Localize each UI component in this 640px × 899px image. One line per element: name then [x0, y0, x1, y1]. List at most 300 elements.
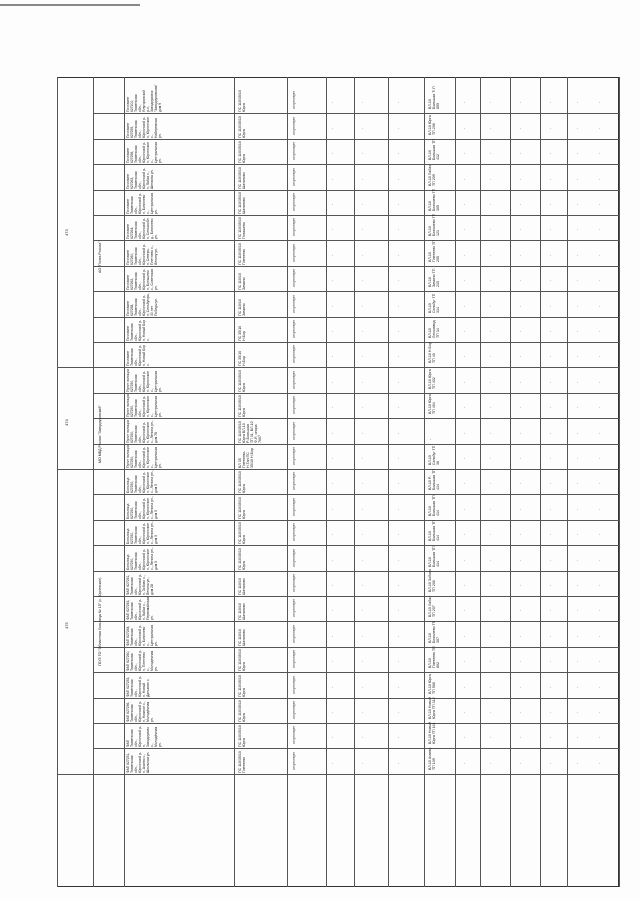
empty-cell: -: [596, 229, 601, 231]
agreement-cell: ВЛ-10 Лабаз ТП 209: [428, 164, 436, 186]
address-cell: Больница 627250, Тюменская обл., Юргинский р-н, Юргинское с., Ленина ул., дом 5: [126, 547, 158, 570]
empty-cell: -: [461, 102, 466, 104]
empty-cell: -: [574, 254, 579, 256]
empty-cell: -: [461, 559, 466, 561]
agreement-cell: ВЛ-10 Большая Т\ П 859: [428, 86, 440, 110]
empty-cell: -: [359, 533, 364, 536]
empty-cell: -: [359, 457, 364, 459]
agreement-cell: ВЛ-10 Большая ТП 414: [428, 520, 440, 542]
empty-cell: -: [395, 127, 400, 129]
device-cell: ПС 110/35/10 Юрга: [238, 496, 246, 519]
empty-cell: -: [329, 102, 334, 104]
empty-cell: -: [461, 152, 466, 155]
empty-cell: -: [395, 203, 400, 205]
agreement-cell: ВЛ-10 Юрга ТП 568: [428, 673, 436, 694]
empty-cell: -: [547, 483, 552, 485]
empty-cell: -: [329, 203, 334, 205]
empty-cell: -: [461, 432, 466, 434]
empty-cell: -: [359, 737, 364, 739]
empty-cell: -: [517, 533, 522, 536]
empty-cell: -: [547, 279, 552, 282]
device-cell: ПС 110/35/10 Юрга: [238, 369, 246, 392]
empty-cell: -: [596, 178, 601, 180]
empty-cell: -: [517, 152, 522, 155]
agreement-cell: ВЛ-10 Бизюлево ТП 121: [428, 214, 440, 237]
empty-cell: -: [596, 559, 601, 561]
empty-cell: -: [359, 203, 364, 205]
empty-cell: -: [487, 356, 492, 358]
empty-cell: -: [517, 127, 522, 129]
device-cell: ПС 35/10 Н.Бор: [238, 351, 246, 367]
empty-cell: -: [329, 305, 334, 307]
empty-cell: -: [487, 660, 492, 663]
empty-cell: -: [517, 584, 522, 586]
empty-cell: -: [461, 508, 466, 510]
empty-cell: -: [517, 559, 522, 561]
empty-cell: -: [359, 711, 364, 713]
empty-cell: -: [596, 660, 601, 663]
address-cell: Пункт полиции 627250, Тюменская обл., Юргинский р-н, Юргинское с., Центральная ул.: [126, 368, 162, 392]
empty-cell: -: [574, 457, 579, 459]
empty-cell: -: [487, 330, 492, 332]
empty-cell: -: [517, 610, 522, 612]
empty-cell: -: [461, 483, 466, 485]
empty-cell: -: [359, 660, 364, 663]
agreement-cell: ВЛ-10 Бизюлево ТП 307: [428, 620, 440, 643]
status-cell: отсутствует: [292, 599, 296, 618]
empty-cell: -: [461, 660, 466, 663]
empty-cell: -: [329, 711, 334, 713]
empty-cell: -: [395, 432, 400, 434]
empty-cell: -: [574, 559, 579, 561]
address-cell: Почтампт 627262, Тюменская обл., Юргинский р-н, Большево с., Советская ул.: [126, 268, 158, 291]
empty-cell: -: [359, 559, 364, 561]
empty-cell: -: [329, 584, 334, 586]
empty-cell: -: [487, 686, 492, 688]
empty-cell: -: [461, 533, 466, 536]
table-row: [93, 113, 619, 114]
device-cell: ПС 110/35/10 Шатаново: [238, 192, 246, 214]
empty-cell: -: [395, 559, 400, 561]
empty-cell: -: [487, 533, 492, 536]
agreement-cell: ВЛ-10 Бизюлево ТП 305: [428, 188, 440, 211]
empty-cell: -: [461, 457, 466, 459]
empty-cell: -: [574, 610, 579, 612]
agreement-cell: ВЛ-10 Новый Юрга ТП 161: [428, 722, 436, 745]
empty-cell: -: [359, 279, 364, 282]
empty-cell: -: [596, 356, 601, 358]
empty-cell: -: [329, 432, 334, 434]
empty-cell: -: [359, 762, 364, 764]
empty-cell: -: [395, 381, 400, 383]
empty-cell: -: [329, 762, 334, 764]
empty-cell: -: [329, 254, 334, 256]
empty-cell: -: [517, 686, 522, 688]
device-cell: ПС 110/35/10 Юрга: [238, 115, 246, 138]
address-cell: Почтампт 627258, Тюменская обл., Юргинский р-н, Сельбугорь, 30 лет Победы ул.: [126, 292, 158, 316]
empty-cell: -: [547, 406, 552, 409]
empty-cell: -: [517, 102, 522, 104]
empty-cell: -: [547, 559, 552, 561]
empty-cell: -: [574, 381, 579, 383]
agreement-cell: ВЛ-10 Лабаз ТП 207: [428, 596, 436, 618]
empty-cell: -: [517, 229, 522, 231]
status-cell: отсутствует: [292, 522, 296, 542]
agreement-cell: ВЛ-10 Н.Бор ТП 40: [428, 342, 436, 364]
empty-cell: -: [547, 533, 552, 536]
agreement-cell: ВЛ-10 Большая ТП 414: [428, 494, 440, 516]
device-cell: ПС 110/35/10 Юрга: [238, 649, 246, 672]
status-cell: отсутствует: [292, 395, 296, 415]
empty-cell: -: [517, 762, 522, 764]
empty-cell: -: [461, 610, 466, 612]
status-cell: отсутствует: [292, 141, 296, 161]
empty-cell: -: [329, 356, 334, 358]
empty-cell: -: [574, 152, 579, 155]
empty-cell: -: [517, 406, 522, 409]
table-row: [93, 621, 619, 622]
empty-cell: -: [547, 330, 552, 332]
status-cell: отсутствует: [292, 268, 296, 288]
empty-cell: -: [547, 660, 552, 663]
status-cell: отсутствует: [292, 91, 296, 110]
empty-cell: -: [395, 584, 400, 586]
status-cell: отсутствует: [292, 370, 296, 389]
empty-cell: -: [517, 381, 522, 383]
table-row: [93, 444, 619, 445]
empty-cell: -: [359, 635, 364, 637]
empty-cell: -: [461, 127, 466, 129]
empty-cell: -: [547, 686, 552, 688]
address-cell: ФАП 627264, Тюменская обл., Юргинский р-н, Бизюлево с., Центральная ул.: [126, 624, 158, 646]
column-line: [93, 77, 94, 887]
organization-name: АО "Почта России": [98, 241, 102, 273]
empty-cell: -: [329, 686, 334, 688]
empty-cell: -: [517, 432, 522, 434]
empty-cell: -: [461, 584, 466, 586]
device-cell: ПС 110/35/10 Юрга: [238, 700, 246, 722]
device-cell: ПС 110/35/10 Плетнево: [238, 242, 246, 265]
device-cell: ПС 110/35/10 Поташево: [238, 217, 246, 240]
empty-cell: -: [574, 483, 579, 485]
empty-cell: -: [596, 737, 601, 739]
section-number: 474: [64, 419, 69, 427]
device-cell: ПС 110/10 Шатаново: [238, 603, 246, 621]
empty-cell: -: [359, 432, 364, 434]
address-cell: Почтампт 627264, Тюменская обл., Юргинский р-н, Сельскобл д., Бизюлево ул.: [126, 218, 158, 240]
empty-cell: -: [329, 737, 334, 739]
empty-cell: -: [487, 762, 492, 764]
empty-cell: -: [574, 178, 579, 180]
status-cell: отсутствует: [292, 218, 296, 237]
device-cell: ПС 110/35/10 Юрга: [238, 471, 246, 494]
empty-cell: -: [596, 102, 601, 104]
empty-cell: -: [359, 610, 364, 612]
agreement-cell: ВЛ-10 Сельбуг ТП 36: [428, 445, 440, 465]
empty-cell: -: [329, 381, 334, 383]
device-cell: ПС 110/35/10 Юрга ВЛ-10 Р-Большая ТП 31, ВЛ-10 Ф-Я, опора 7607: [238, 420, 262, 443]
empty-cell: -: [461, 762, 466, 764]
empty-cell: -: [359, 483, 364, 485]
device-cell: ПС 110/35/10 Плетнево: [238, 750, 246, 773]
empty-cell: -: [461, 178, 466, 180]
agreement-cell: ВЛ-10 Плетнево ТП 205: [428, 239, 440, 262]
empty-cell: -: [461, 406, 466, 409]
empty-cell: -: [461, 737, 466, 739]
empty-cell: -: [596, 127, 601, 129]
agreement-cell: -: [428, 438, 432, 440]
agreement-cell: ВЛ-10 Р-Большая ТП 414: [428, 469, 440, 491]
table-row: [93, 520, 619, 521]
empty-cell: -: [596, 457, 601, 459]
empty-cell: -: [359, 127, 364, 129]
agreement-cell: ВЛ-10 Сельбуг ТП 314: [428, 293, 440, 313]
column-line: [287, 77, 288, 887]
table-row: [93, 291, 619, 292]
device-cell: ПС 110/35/10 Юрга: [238, 547, 246, 570]
empty-cell: -: [574, 660, 579, 663]
status-cell: отсутствует: [292, 751, 296, 770]
agreement-cell: ВЛ-10 Зобово ТП 206: [428, 568, 436, 592]
empty-cell: -: [359, 406, 364, 409]
empty-cell: -: [547, 432, 552, 434]
empty-cell: -: [596, 406, 601, 409]
table-row: [93, 723, 619, 724]
status-cell: отсутствует: [292, 192, 296, 211]
column-line: [326, 77, 327, 887]
organization-name: МО МВД России "Заводоуковский": [98, 405, 102, 464]
table-row: [93, 672, 619, 673]
empty-cell: -: [395, 178, 400, 180]
empty-cell: -: [359, 686, 364, 688]
empty-cell: -: [395, 711, 400, 713]
empty-cell: -: [329, 559, 334, 561]
empty-cell: -: [517, 660, 522, 663]
empty-cell: -: [461, 381, 466, 383]
section-number: 475: [64, 622, 69, 630]
empty-cell: -: [461, 635, 466, 637]
empty-cell: -: [395, 305, 400, 307]
empty-cell: -: [329, 457, 334, 459]
empty-cell: -: [596, 533, 601, 536]
address-cell: Почтампт 627260, Тюменская обл., Юргинский р-н, Северо-Плетнево с., Ленину ул.: [126, 243, 158, 265]
scan-top-line: [0, 4, 140, 6]
table-row: [93, 494, 619, 495]
empty-cell: -: [395, 406, 400, 409]
empty-cell: -: [395, 356, 400, 358]
empty-cell: -: [547, 381, 552, 383]
agreement-cell: ВЛ-10 Юрга ТП 206: [428, 115, 436, 135]
empty-cell: -: [547, 356, 552, 358]
empty-cell: -: [596, 432, 601, 434]
agreement-cell: ВЛ-10 Юрга ТП 404: [428, 394, 436, 415]
empty-cell: -: [359, 102, 364, 104]
empty-cell: -: [395, 279, 400, 282]
empty-cell: -: [461, 203, 466, 205]
device-cell: ПС 110/10 Шатаново: [238, 628, 246, 646]
empty-cell: -: [487, 508, 492, 510]
empty-cell: -: [547, 152, 552, 155]
empty-cell: -: [596, 610, 601, 612]
table-row: [93, 240, 619, 241]
agreement-cell: ВЛ-10 Юрга ТП 402: [428, 369, 436, 389]
empty-cell: -: [329, 406, 334, 409]
empty-cell: -: [487, 305, 492, 307]
empty-cell: -: [461, 279, 466, 282]
table-row: [93, 647, 619, 648]
empty-cell: -: [487, 381, 492, 383]
empty-cell: -: [487, 406, 492, 409]
empty-cell: -: [596, 635, 601, 637]
empty-cell: -: [487, 152, 492, 155]
table-row: [93, 342, 619, 343]
table-row: [93, 317, 619, 318]
empty-cell: -: [395, 254, 400, 256]
organization-name: ГБУЗ ТО "Областная больница № 15" (с. Юргинское): [98, 577, 102, 667]
empty-cell: -: [487, 584, 492, 586]
empty-cell: -: [517, 330, 522, 332]
status-cell: отсутствует: [292, 421, 296, 440]
column-line: [354, 77, 355, 887]
column-line: [234, 77, 235, 887]
column-line: [455, 77, 456, 887]
empty-cell: -: [487, 711, 492, 713]
column-line: [540, 77, 541, 887]
empty-cell: -: [395, 635, 400, 637]
status-cell: отсутствует: [292, 446, 296, 465]
empty-cell: -: [359, 356, 364, 358]
empty-cell: -: [596, 762, 601, 764]
empty-cell: -: [517, 254, 522, 256]
empty-cell: -: [395, 533, 400, 536]
empty-cell: -: [395, 102, 400, 104]
column-line: [424, 77, 425, 887]
address-cell: Пункт полиции 627250, Тюменская обл., Юргинский р-н, Юргинское с., Центральная ул.: [126, 393, 162, 418]
empty-cell: -: [574, 762, 579, 764]
column-line: [567, 77, 568, 887]
empty-cell: -: [395, 610, 400, 612]
empty-cell: -: [596, 330, 601, 332]
empty-cell: -: [574, 635, 579, 637]
empty-cell: -: [547, 229, 552, 231]
device-cell: ПС 110/10 Зимино: [238, 298, 246, 316]
empty-cell: -: [395, 737, 400, 739]
empty-cell: -: [329, 610, 334, 612]
empty-cell: -: [574, 127, 579, 129]
device-cell: ПС 110/35/10 Юрга: [238, 522, 246, 545]
empty-cell: -: [596, 305, 601, 307]
section-divider: [57, 774, 619, 775]
empty-cell: -: [574, 279, 579, 282]
empty-cell: -: [487, 229, 492, 231]
empty-cell: -: [574, 686, 579, 688]
table-row: [93, 698, 619, 699]
empty-cell: -: [596, 686, 601, 688]
empty-cell: -: [547, 508, 552, 510]
empty-cell: -: [574, 432, 579, 434]
address-cell: ФАП 627263, Тюменская обл., Юргинский р-н, Лабаз с., Первомайская ул.: [126, 597, 154, 621]
empty-cell: -: [395, 229, 400, 231]
agreement-cell: ВЛ-10 Лесозавод ТП 34: [428, 320, 440, 338]
status-cell: отсутствует: [292, 497, 296, 516]
empty-cell: -: [461, 686, 466, 688]
empty-cell: -: [517, 457, 522, 459]
table-row: [93, 164, 619, 165]
empty-cell: -: [395, 457, 400, 459]
status-cell: отсутствует: [292, 624, 296, 643]
empty-cell: -: [329, 635, 334, 637]
status-cell: отсутствует: [292, 243, 296, 262]
empty-cell: -: [574, 533, 579, 536]
agreement-cell: ВЛ-10 Агаево ТП 109: [428, 747, 436, 770]
address-cell: ФАП 627251, Тюменская обл., Юргинский р-н, Агаево с., Школьная ул.: [126, 751, 150, 773]
empty-cell: -: [547, 737, 552, 739]
address-cell: ФАП 627253, Тюменская обл., Юргинский р-н, Новый Даньково с.: [126, 675, 150, 697]
status-cell: отсутствует: [292, 294, 296, 313]
empty-cell: -: [574, 356, 579, 358]
empty-cell: -: [487, 127, 492, 129]
empty-cell: -: [487, 483, 492, 485]
empty-cell: -: [547, 305, 552, 307]
status-cell: отсутствует: [292, 167, 296, 186]
status-cell: отсутствует: [292, 345, 296, 364]
empty-cell: -: [596, 254, 601, 256]
empty-cell: -: [359, 508, 364, 510]
address-cell: ФАП Тюменская обл., Юргинский р-н, Заводоуково с., Молодёжная ул.: [126, 726, 162, 748]
empty-cell: -: [359, 305, 364, 307]
empty-cell: -: [487, 737, 492, 739]
empty-cell: -: [596, 381, 601, 383]
empty-cell: -: [461, 305, 466, 307]
empty-cell: -: [517, 508, 522, 510]
empty-cell: -: [517, 483, 522, 485]
address-cell: ФАП 627261, Тюменская обл., Юргинский р-н, Зобово с., Ленина ул., дом 28: [126, 573, 154, 595]
status-cell: отсутствует: [292, 319, 296, 338]
empty-cell: -: [517, 356, 522, 358]
address-cell: Пункт полиции 627250, Тюменская обл., Юргинский р-н, Юргинское с., Ленина ул., дом 78: [126, 419, 158, 443]
status-cell: отсутствует: [292, 116, 296, 135]
empty-cell: -: [359, 254, 364, 256]
empty-cell: -: [574, 737, 579, 739]
status-cell: отсутствует: [292, 726, 296, 745]
empty-cell: -: [487, 254, 492, 256]
empty-cell: -: [329, 508, 334, 510]
empty-cell: -: [461, 254, 466, 256]
device-cell: ПС 110/35/10 Юрга: [238, 395, 246, 418]
empty-cell: -: [547, 178, 552, 180]
empty-cell: -: [329, 229, 334, 231]
status-cell: отсутствует: [292, 548, 296, 567]
empty-cell: -: [359, 584, 364, 586]
agreement-cell: ВЛ-10 Большая ТП 412: [428, 139, 440, 161]
empty-cell: -: [547, 711, 552, 713]
address-cell: Больница 627250, Тюменская обл., Юргинский р-н, Юргинское с., Ленина ул., дом 5: [126, 470, 158, 494]
empty-cell: -: [517, 635, 522, 637]
agreement-cell: ВЛ-10 Большая ТП 414: [428, 545, 440, 567]
empty-cell: -: [517, 711, 522, 713]
empty-cell: -: [547, 457, 552, 459]
device-cell: ПС 110/10 Шатаново: [238, 578, 246, 595]
empty-cell: -: [517, 203, 522, 205]
table-row: [93, 748, 619, 749]
empty-cell: -: [487, 457, 492, 459]
empty-cell: -: [329, 127, 334, 129]
empty-cell: -: [596, 152, 601, 155]
empty-cell: -: [596, 711, 601, 713]
address-cell: Почтампт Тюменская обл., Юргинский р-н, Бизюлево с., Центральная ул.: [126, 192, 158, 214]
empty-cell: -: [574, 406, 579, 409]
empty-cell: -: [487, 610, 492, 612]
